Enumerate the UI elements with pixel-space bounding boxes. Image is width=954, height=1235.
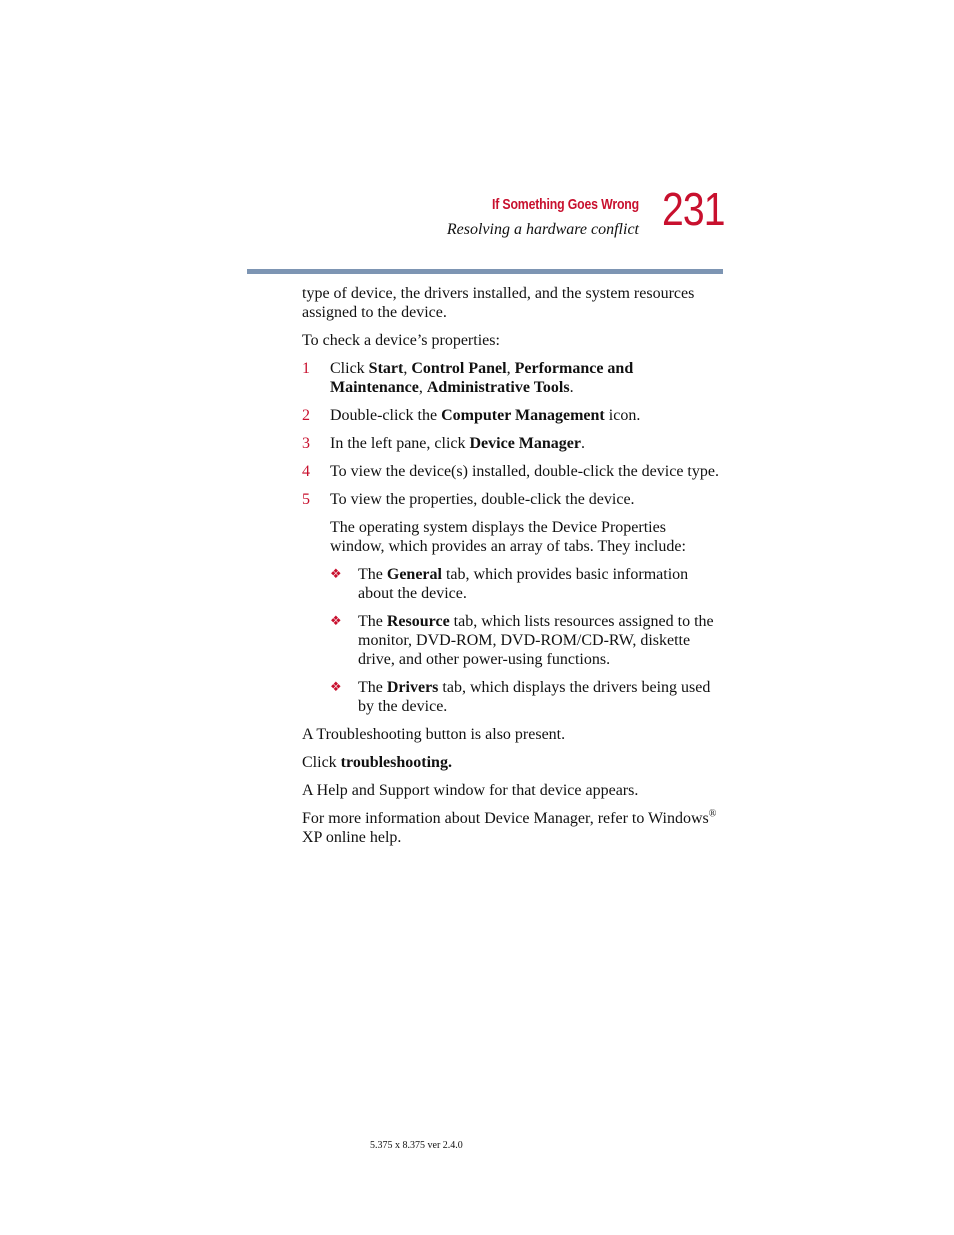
page-number: 231 <box>662 183 725 235</box>
chapter-title: If Something Goes Wrong <box>491 196 639 213</box>
bullet-general-tab: ❖ The General tab, which provides basic information about the device. <box>330 566 689 602</box>
step-3: 3 In the left pane, click Device Manager. <box>302 435 586 452</box>
step-1: 1 Click Start, Control Panel, Performance and Maintenance, Administrative Tools. <box>302 360 634 396</box>
bullet-resource-tab: ❖ The Resource tab, which lists resources assigned to the monitor, DVD-ROM, DVD-ROM/CD-RW, diskette drive, and other power-using functions. <box>330 613 714 668</box>
diamond-bullet-icon: ❖ <box>330 680 342 695</box>
header-rule <box>247 269 723 274</box>
step-number: 4 <box>302 463 310 480</box>
lead-paragraph: To check a device’s properties: <box>302 332 500 349</box>
step-number: 2 <box>302 407 310 424</box>
section-title: Resolving a hardware conflict <box>446 221 639 238</box>
diamond-bullet-icon: ❖ <box>330 567 342 582</box>
diamond-bullet-icon: ❖ <box>330 614 342 629</box>
running-header <box>300 196 639 239</box>
step-4: 4 To view the device(s) installed, double-click the device type. <box>302 463 719 480</box>
page-body <box>302 284 723 856</box>
step-number: 5 <box>302 491 310 508</box>
more-info-paragraph: For more information about Device Manager, refer to Windows® XP online help. <box>302 808 717 846</box>
step-number: 3 <box>302 435 310 452</box>
step-5: 5 To view the properties, double-click the device. <box>302 491 635 508</box>
troubleshooting-note: A Troubleshooting button is also present. <box>302 726 566 743</box>
print-footer: 5.375 x 8.375 ver 2.4.0 <box>370 1140 463 1151</box>
step-number: 1 <box>302 360 310 377</box>
intro-paragraph: type of device, the drivers installed, and the system resources assigned to the device. <box>302 285 695 321</box>
step-5-detail: The operating system displays the Device Properties window, which provides an array of tabs. They include: <box>330 519 686 555</box>
help-window-note: A Help and Support window for that device appears. <box>302 782 639 799</box>
click-troubleshooting: Click troubleshooting. <box>302 754 452 771</box>
bullet-drivers-tab: ❖ The Drivers tab, which displays the drivers being used by the device. <box>330 679 711 715</box>
step-2: 2 Double-click the Computer Management icon. <box>302 407 641 424</box>
